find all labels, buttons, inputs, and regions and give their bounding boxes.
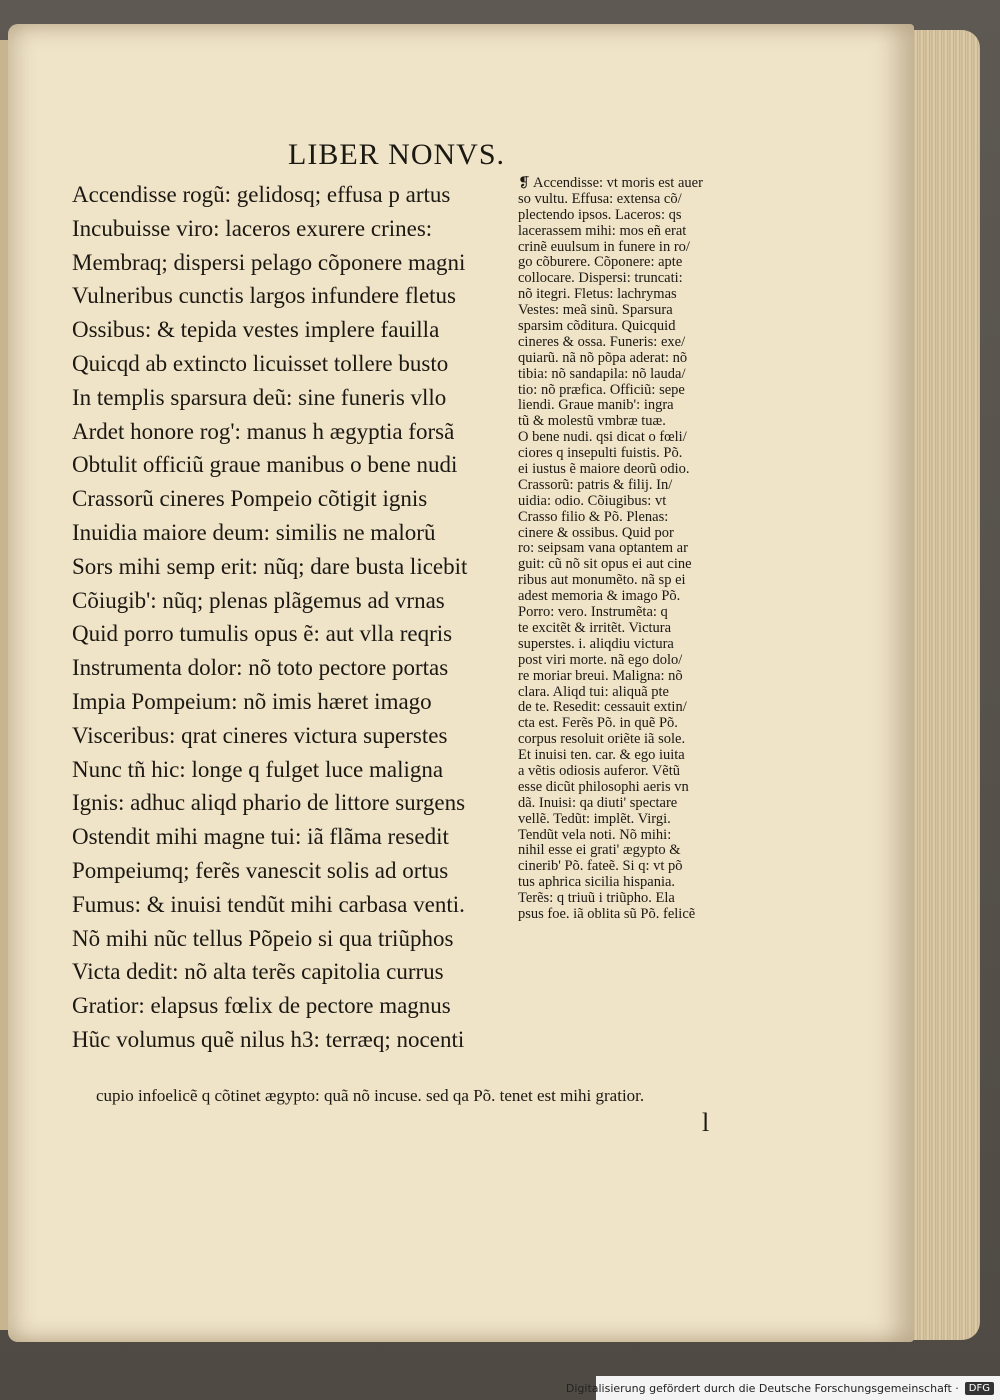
commentary-line: ciores q insepulti fuistis. Põ. [518, 446, 683, 462]
verse-line: Accendisse rogũ: gelidosq; effusa p artus [72, 182, 451, 207]
verse-line: Pompeiumq; ferẽs vanescit solis ad ortus [72, 857, 449, 883]
footer-credit: Digitalisierung gefördert durch die Deutsche Forschungsgemeinschaft · [565, 1381, 959, 1395]
commentary-line: lacerassem mihi: mos eñ erat [518, 223, 687, 239]
verse-line: Ossibus: & tepida vestes implere fauilla [72, 317, 440, 343]
verse-line: Instrumenta dolor: nõ toto pectore portas [72, 655, 449, 681]
dfg-logo: DFG [965, 1382, 994, 1395]
commentary-line: tio: nõ præfica. Officiũ: sepe [518, 382, 685, 398]
verse-line: Inuidia maiore deum: similis ne malorũ [72, 519, 436, 545]
verse-line: Cõiugib': nũq; plenas plãgemus ad vrnas [72, 587, 445, 613]
verse-line: Impia Pompeium: nõ imis hæret imago [72, 688, 432, 714]
commentary-line: go cõburere. Cõponere: apte [518, 255, 683, 271]
commentary-line: vellẽ. Tedũt: implẽt. Virgi. [518, 811, 671, 827]
verse-line: Quicqd ab extincto licuisset tollere busto [72, 350, 449, 376]
verse-line: Hũc volumus quẽ nilus h3: terræq; nocenti [72, 1026, 465, 1052]
commentary-line: so vultu. Effusa: extensa cõ/ [518, 191, 682, 207]
commentary-line: O bene nudi. qsi dicat o fœli/ [518, 430, 687, 446]
commentary-line: tibia: nõ sandapila: nõ lauda/ [518, 366, 686, 382]
verse-column [72, 178, 522, 1057]
commentary-line: ei iustus ẽ maiore deorũ odio. [518, 462, 690, 478]
verse-line: Sors mihi semp erit: nũq; dare busta licebit [72, 553, 468, 579]
verse-line: Quid porro tumulis opus ẽ: aut vlla reqris [72, 621, 453, 647]
verse-line: Fumus: & inuisi tendũt mihi carbasa venti. [72, 891, 465, 917]
verse-line: Nunc tñ hic: longe q fulget luce maligna [72, 756, 444, 782]
commentary-line: uidia: odio. Cõiugibus: vt [518, 493, 667, 509]
commentary-line: Crasso filio & Põ. Plenas: [518, 509, 669, 525]
commentary-line: sparsim cõditura. Quicquid [518, 319, 676, 335]
commentary-line: superstes. i. aliqdiu victura [518, 636, 674, 652]
verse-line: Ignis: adhuc aliqd phario de littore surgens [72, 790, 466, 816]
commentary-line: guit: cũ nõ sit opus ei aut cine [518, 557, 692, 573]
verse-line: Vulneribus cunctis largos infundere fletus [72, 283, 456, 309]
commentary-line: cineres & ossa. Funeris: exe/ [518, 334, 686, 350]
commentary-line: post viri morte. nã ego dolo/ [518, 652, 683, 668]
commentary-line: dã. Inuisi: qa diuti' spectare [518, 795, 678, 811]
verse-line: Gratior: elapsus fœlix de pectore magnus [72, 993, 451, 1019]
commentary-line: te excitẽt & irritẽt. Victura [518, 620, 672, 636]
commentary-column [518, 176, 780, 923]
commentary-line: de te. Resedit: cessauit extin/ [518, 700, 687, 716]
commentary-line: re moriar breui. Maligna: nõ [518, 668, 683, 684]
commentary-line: nihil esse ei grati' ægypto & [518, 843, 681, 859]
commentary-line: Vestes: meã sinũ. Sparsura [518, 303, 673, 319]
commentary-line: Porro: vero. Instrumẽta: q [518, 605, 668, 621]
commentary-line: tus aphrica sicilia hispania. [518, 875, 676, 891]
verse-line: Incubuisse viro: laceros exurere crines: [72, 215, 433, 241]
commentary-line: Et inuisi ten. car. & ego iuita [518, 748, 685, 764]
commentary-line: clara. Aliqd tui: aliquã pte [518, 684, 669, 700]
verse-line: In templis sparsura deũ: sine funeris vllo [72, 384, 447, 410]
commentary-line: cinere & ossibus. Quid por [518, 525, 674, 541]
signature-mark: l [702, 1108, 710, 1137]
commentary-line: tũ & molestũ vmbræ tuæ. [518, 414, 666, 430]
verse-line: Ostendit mihi magne tui: iã flãma resedit [72, 824, 449, 850]
commentary-line: esse dicũt philosophi aeris vn [518, 779, 689, 795]
footer-bar [565, 1376, 1000, 1400]
verse-line: Membraq; dispersi pelago cõponere magni [72, 249, 466, 275]
commentary-line: cta est. Ferẽs Põ. in quẽ Põ. [518, 716, 678, 732]
commentary-line: cinerib' Põ. fateẽ. Si q: vt põ [518, 859, 683, 875]
commentary-line: Crassorũ: patris & filij. In/ [518, 477, 673, 493]
commentary-line: ribus aut monumẽto. nã sp ei [518, 573, 686, 589]
verse-line: Victa dedit: nõ alta terẽs capitolia currus [72, 959, 444, 985]
page-heading: LIBER NONVS. [288, 138, 506, 171]
commentary-line: Tendũt vela noti. Nõ mihi: [518, 827, 672, 843]
commentary-line: adest memoria & imago Põ. [518, 589, 681, 605]
verse-line: Nõ mihi nũc tellus Põpeio si qua triũphos [72, 925, 454, 951]
verse-line: Obtulit officiũ graue manibus o bene nudi [72, 452, 458, 478]
verse-line: Crassorũ cineres Pompeio cõtigit ignis [72, 486, 428, 512]
commentary-line: corpus resoluit oriẽte iã sole. [518, 732, 686, 748]
commentary-line: crinẽ euulsum in funere in ro/ [518, 239, 690, 255]
commentary-line: nõ itegri. Fletus: lachrymas [518, 287, 677, 303]
foot-line: cupio infoelicẽ q cõtinet ægypto: quã nõ incuse. sed qa Põ. tenet est mihi gratior. [96, 1086, 645, 1105]
commentary-line: liendi. Graue manib': ingra [518, 398, 674, 414]
verse-line: Visceribus: qrat cineres victura superstes [72, 722, 448, 748]
commentary-line: ❡ Accendisse: vt moris est auer [518, 176, 703, 191]
commentary-line: quiarũ. nã nõ põpa aderat: nõ [518, 350, 688, 366]
commentary-line: a vẽtis odiosis auferor. Vẽtũ [518, 763, 681, 779]
commentary-line: collocare. Dispersi: truncati: [518, 271, 683, 287]
commentary-line: psus foe. iã oblita sũ Põ. felicẽ [518, 906, 696, 922]
commentary-line: Terẽs: q triuũ i triũpho. Ela [518, 891, 675, 907]
commentary-line: plectendo ipsos. Laceros: qs [518, 207, 682, 223]
commentary-line: ro: seipsam vana optantem ar [518, 541, 688, 557]
verse-line: Ardet honore rog': manus h ægyptia forsã [72, 418, 455, 444]
